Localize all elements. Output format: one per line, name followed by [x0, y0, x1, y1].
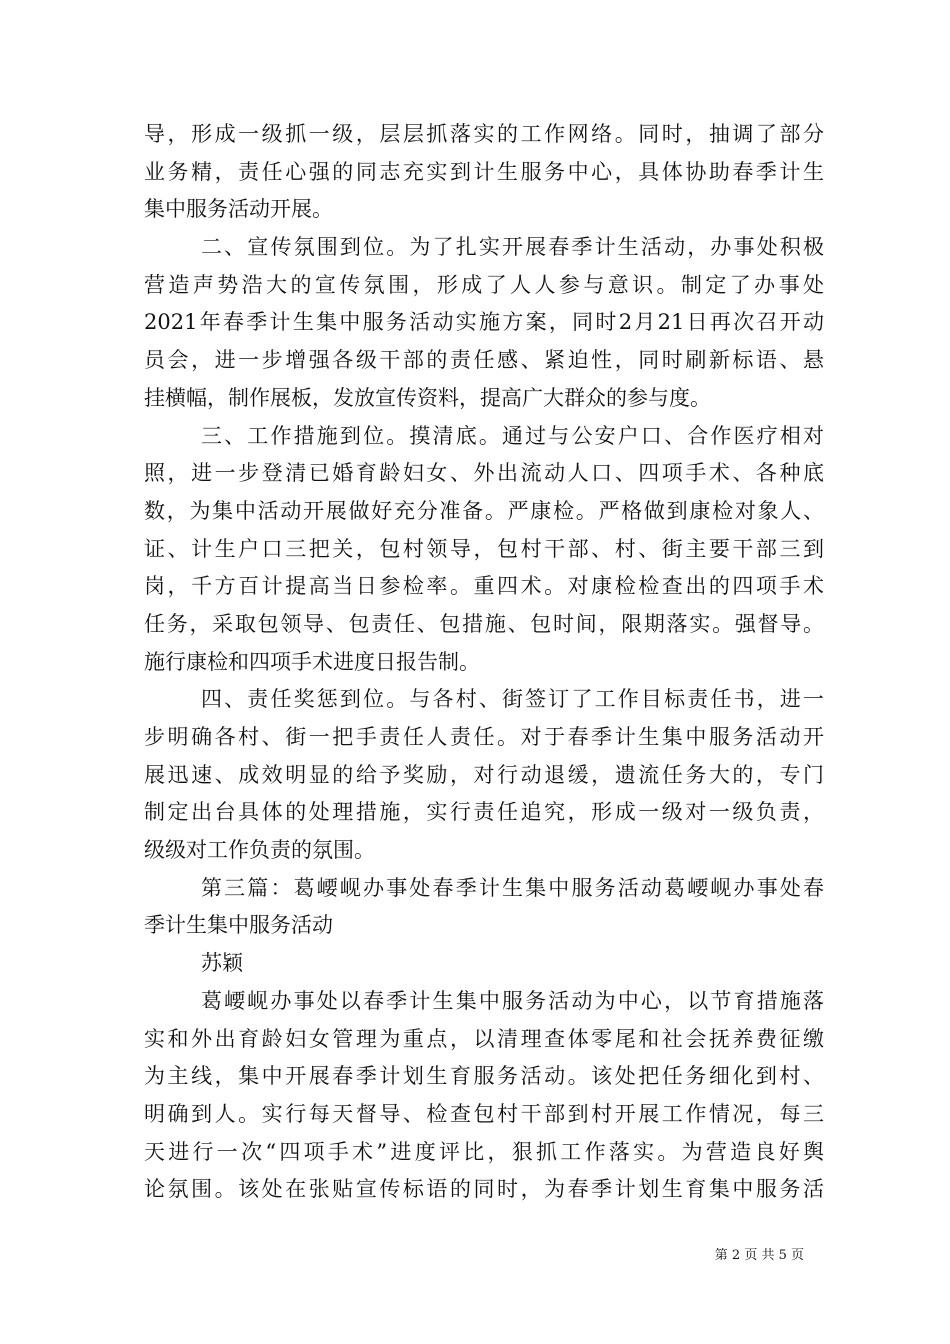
paragraph-first-line: 苏颖 [201, 951, 243, 976]
text-line: 为主线，集中开展春季计划生育服务活动。该处把任务细化到村、 [144, 1064, 824, 1089]
paragraph-first-line: 三、工作措施到位。摸清底。通过与公安户口、合作医疗相对 [201, 423, 824, 448]
text-line: 季计生集中服务活动 [144, 913, 333, 938]
page-number-footer: 第 2 页 共 5 页 [714, 1248, 804, 1263]
text-line: 施行康检和四项手术进度日报告制。 [144, 649, 480, 674]
text-line: 明确到人。实行每天督导、检查包村干部到村开展工作情况，每三 [144, 1101, 824, 1126]
text-line: 营造声势浩大的宣传氛围，形成了人人参与意识。制定了办事处 [144, 272, 824, 297]
text-line: 数，为集中活动开展做好充分准备。严康检。严格做到康检对象人、 [144, 498, 824, 523]
text-line: 员会，进一步增强各级干部的责任感、紧迫性，同时刷新标语、悬 [144, 348, 824, 373]
text-line: 导，形成一级抓一级，层层抓落实的工作网络。同时，抽调了部分 [144, 122, 824, 146]
text-line: 展迅速、成效明显的给予奖励，对行动退缓，遗流任务大的，专门 [144, 762, 824, 787]
text-line: 制定出台具体的处理措施，实行责任追究，形成一级对一级负责， [144, 800, 824, 825]
text-line: 步明确各村、街一把手责任人责任。对于春季计生集中服务活动开 [144, 725, 824, 749]
text-line: 证、计生户口三把关，包村领导，包村干部、村、街主要干部三到 [144, 536, 824, 561]
text-line: 岗，千方百计提高当日参检率。重四术。对康检检查出的四项手术 [144, 574, 824, 599]
text-line: 照，进一步登清已婚育龄妇女、外出流动人口、四项手术、各种底 [144, 461, 824, 486]
text-line: 天进行一次“四项手术”进度评比，狠抓工作落实。为营造良好舆 [144, 1139, 824, 1164]
paragraph-first-line: 四、责任奖惩到位。与各村、街签订了工作目标责任书，进一 [201, 687, 824, 712]
document-body [144, 116, 824, 1209]
text-line: 实和外出育龄妇女管理为重点，以清理查体零尾和社会抚养费征缴 [144, 1026, 824, 1051]
paragraph-first-line: 二、宣传氛围到位。为了扎实开展春季计生活动，办事处积极 [201, 235, 824, 260]
text-line: 2021年春季计生集中服务活动实施方案，同时2月21日再次召开动 [144, 310, 824, 335]
text-line: 论氛围。该处在张贴宣传标语的同时，为春季计划生育集中服务活 [144, 1177, 824, 1202]
text-line: 任务，采取包领导、包责任、包措施、包时间，限期落实。强督导。 [144, 611, 824, 636]
paragraph-first-line: 葛崾岘办事处以春季计生集中服务活动为中心，以节育措施落 [201, 988, 824, 1013]
paragraph-first-line: 第三篇：葛崾岘办事处春季计生集中服务活动葛崾岘办事处春 [201, 875, 824, 900]
text-line: 级级对工作负责的氛围。 [144, 838, 375, 863]
text-line: 集中服务活动开展。 [144, 197, 333, 222]
text-line: 业务精，责任心强的同志充实到计生服务中心，具体协助春季计生 [144, 159, 824, 184]
text-line: 挂横幅，制作展板，发放宣传资料，提高广大群众的参与度。 [144, 385, 711, 410]
